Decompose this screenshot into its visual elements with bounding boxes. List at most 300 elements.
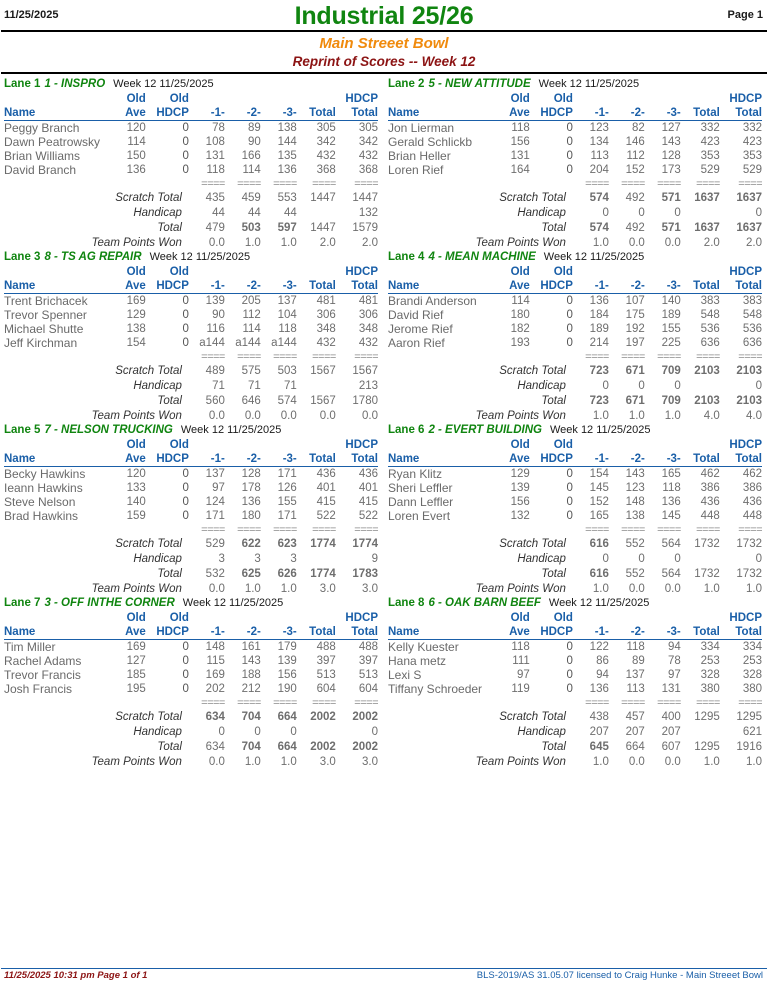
separator-spacer <box>388 177 495 190</box>
team-total-total: 1567 <box>310 395 336 407</box>
team-total-hdcp-total: 1732 <box>736 568 762 580</box>
header-spacer <box>225 438 261 452</box>
separator-spacer <box>388 696 495 709</box>
team-total-g2: 704 <box>241 741 261 753</box>
handicap-hdcp-total: 621 <box>742 726 762 738</box>
team-points-won-row <box>4 581 378 596</box>
handicap-hdcp-total: 0 <box>755 207 762 219</box>
scratch-total-g3: 564 <box>661 538 681 550</box>
player-game-3: 171 <box>277 510 297 522</box>
player-old-ave: 154 <box>126 337 146 349</box>
team-total-label: Total <box>541 741 566 753</box>
player-old-ave: 182 <box>510 323 530 335</box>
player-game-1: 108 <box>205 136 225 148</box>
lane-title-row <box>388 422 762 438</box>
lane-week-date: Week 12 11/25/2025 <box>548 597 650 609</box>
player-old-hdcp: 0 <box>566 655 573 667</box>
team-points-won-row <box>388 408 762 423</box>
scratch-total-hdcp-total: 1567 <box>352 365 378 377</box>
handicap-row <box>388 378 762 393</box>
player-game-2: 180 <box>241 510 261 522</box>
header-old-hdcp: HDCP <box>146 625 189 640</box>
handicap-g3: 0 <box>674 553 681 565</box>
header-spacer <box>261 611 297 625</box>
table-header-row <box>4 452 378 467</box>
player-game-3: 140 <box>661 295 681 307</box>
player-row <box>388 668 762 682</box>
team-total-g1: 560 <box>205 395 225 407</box>
player-old-hdcp: 0 <box>566 309 573 321</box>
header-hdcp-total-top: HDCP <box>729 93 762 105</box>
separator-dashes: ==== <box>657 697 681 709</box>
player-hdcp-total: 401 <box>358 482 378 494</box>
lane-week-date: Week 12 11/25/2025 <box>182 597 284 609</box>
player-game-2: 137 <box>625 669 645 681</box>
lane-block <box>0 595 384 768</box>
player-old-hdcp: 0 <box>182 323 189 335</box>
player-game-3: 165 <box>661 468 681 480</box>
player-game-3: 97 <box>667 669 681 681</box>
player-row <box>388 121 762 136</box>
header-spacer <box>388 611 495 625</box>
team-points-won-label: Team Points Won <box>475 237 566 249</box>
team-points-won-g1: 1.0 <box>592 410 609 422</box>
lane-block <box>0 249 384 422</box>
team-total-g1: 574 <box>589 222 609 234</box>
header-old-hdcp-top: Old <box>169 439 189 451</box>
header-game-2: -2- <box>609 625 645 640</box>
separator-dashes: ==== <box>312 178 336 190</box>
player-hdcp-total: 334 <box>742 641 762 653</box>
table-header-top-row <box>388 92 762 106</box>
player-series-total: 353 <box>700 150 720 162</box>
team-points-won-hdcp-total: 2.0 <box>362 237 378 249</box>
separator-dashes: ==== <box>621 351 645 363</box>
player-old-ave: 127 <box>126 655 146 667</box>
player-game-1: 171 <box>205 510 225 522</box>
player-game-3: 94 <box>667 641 681 653</box>
team-points-won-label: Team Points Won <box>91 237 182 249</box>
header-game-2: -2- <box>225 452 261 467</box>
team-points-won-row <box>388 754 762 769</box>
player-row <box>388 308 762 322</box>
team-total-total: 1295 <box>694 741 720 753</box>
header-spacer <box>573 611 609 625</box>
player-hdcp-total: 368 <box>358 164 378 176</box>
header-total: Total <box>681 106 720 121</box>
scratch-total-label: Scratch Total <box>499 711 566 723</box>
header-game-1: -1- <box>189 625 225 640</box>
player-series-total: 448 <box>700 510 720 522</box>
player-game-3: 131 <box>661 683 681 695</box>
team-points-won-g3: 1.0 <box>280 583 297 595</box>
team-points-won-row <box>388 581 762 596</box>
separator-dashes: ==== <box>585 524 609 536</box>
team-total-g3: 709 <box>661 395 681 407</box>
lane-block <box>0 422 384 595</box>
team-points-won-label: Team Points Won <box>475 583 566 595</box>
player-game-2: 114 <box>242 323 261 335</box>
player-old-ave: 131 <box>510 150 530 162</box>
player-hdcp-total: 436 <box>358 468 378 480</box>
player-hdcp-total: 348 <box>358 323 378 335</box>
report-subheader <box>0 32 768 72</box>
team-total-g2: 552 <box>625 568 645 580</box>
lane-week-date: Week 12 11/25/2025 <box>149 251 251 263</box>
table-header-row <box>388 625 762 640</box>
player-hdcp-total: 380 <box>742 683 762 695</box>
header-spacer <box>261 92 297 106</box>
player-hdcp-total: 332 <box>742 122 762 134</box>
scratch-total-total: 1447 <box>310 192 336 204</box>
header-hdcp-total: Total <box>720 106 762 121</box>
team-points-won-hdcp-total: 1.0 <box>746 583 762 595</box>
team-points-won-row <box>4 235 378 250</box>
handicap-g2: 3 <box>254 553 261 565</box>
lane-week-date: Week 12 11/25/2025 <box>180 424 282 436</box>
separator-dashes: ==== <box>657 178 681 190</box>
header-game-1: -1- <box>189 106 225 121</box>
scratch-total-total: 1637 <box>694 192 720 204</box>
page-footer <box>0 970 768 986</box>
player-game-3: 171 <box>277 468 297 480</box>
team-total-label: Total <box>541 568 566 580</box>
team-points-won-hdcp-total: 3.0 <box>362 583 378 595</box>
separator-dashes: ==== <box>237 524 261 536</box>
player-series-total: 383 <box>700 295 720 307</box>
handicap-row <box>4 205 378 220</box>
lane-title-row <box>388 249 762 265</box>
player-game-1: 78 <box>212 122 225 134</box>
player-game-2: 161 <box>241 641 261 653</box>
header-old-hdcp: HDCP <box>146 279 189 294</box>
player-name: Aaron Rief <box>388 336 445 350</box>
player-game-2: 143 <box>625 468 645 480</box>
header-old-ave: Ave <box>495 106 530 121</box>
player-game-3: 139 <box>277 655 297 667</box>
page-header <box>0 0 768 30</box>
player-game-2: 205 <box>241 295 261 307</box>
player-name: Jon Lierman <box>388 121 455 135</box>
scratch-total-row <box>4 190 378 205</box>
handicap-g1: 0 <box>218 726 225 738</box>
team-total-row <box>4 393 378 408</box>
team-total-hdcp-total: 1579 <box>352 222 378 234</box>
team-total-g2: 492 <box>625 222 645 234</box>
player-game-2: 113 <box>626 683 645 695</box>
header-hdcp-total-top: HDCP <box>729 266 762 278</box>
separator-spacer <box>495 350 530 363</box>
scratch-total-row <box>388 536 762 551</box>
player-old-hdcp: 0 <box>182 641 189 653</box>
header-hdcp-total: Total <box>720 452 762 467</box>
player-series-total: 432 <box>316 150 336 162</box>
header-total: Total <box>297 106 336 121</box>
player-series-total: 536 <box>700 323 720 335</box>
header-name: Name <box>388 279 495 294</box>
team-total-g1: 532 <box>205 568 225 580</box>
player-series-total: 305 <box>316 122 336 134</box>
player-old-hdcp: 0 <box>566 164 573 176</box>
player-game-1: 131 <box>205 150 225 162</box>
handicap-label: Handicap <box>517 553 566 565</box>
player-old-hdcp: 0 <box>566 295 573 307</box>
handicap-total <box>297 205 336 220</box>
player-row <box>4 322 378 336</box>
player-game-1: 124 <box>205 496 225 508</box>
player-old-ave: 180 <box>510 309 530 321</box>
player-old-ave: 114 <box>127 136 146 148</box>
header-game-3: -3- <box>261 279 297 294</box>
separator-dashes: ==== <box>696 178 720 190</box>
player-row <box>4 509 378 523</box>
player-row <box>4 308 378 322</box>
handicap-label: Handicap <box>133 380 182 392</box>
report-subtitle: Reprint of Scores -- Week 12 <box>292 54 476 69</box>
separator-row <box>4 177 378 190</box>
player-old-hdcp: 0 <box>182 295 189 307</box>
header-old-hdcp-top: Old <box>169 612 189 624</box>
player-game-1: 123 <box>589 122 609 134</box>
player-game-1: 86 <box>596 655 609 667</box>
player-old-ave: 132 <box>510 510 530 522</box>
player-old-ave: 120 <box>126 468 146 480</box>
header-spacer <box>297 611 336 625</box>
header-old-ave-top: Old <box>510 439 530 451</box>
handicap-hdcp-total: 0 <box>755 553 762 565</box>
player-name: Jeff Kirchman <box>4 336 78 350</box>
header-spacer <box>388 438 495 452</box>
team-points-won-label: Team Points Won <box>475 756 566 768</box>
scratch-total-g1: 438 <box>589 711 609 723</box>
team-total-g3: 626 <box>277 568 297 580</box>
header-old-ave: Ave <box>111 279 146 294</box>
team-points-won-g1: 0.0 <box>208 583 225 595</box>
separator-spacer <box>4 350 111 363</box>
player-hdcp-total: 448 <box>742 510 762 522</box>
handicap-g1: 3 <box>218 553 225 565</box>
scratch-total-label: Scratch Total <box>115 538 182 550</box>
team-points-won-g2: 1.0 <box>244 583 261 595</box>
lane-week-date: Week 12 11/25/2025 <box>113 78 214 90</box>
handicap-total <box>297 378 336 393</box>
handicap-row <box>4 378 378 393</box>
player-old-hdcp: 0 <box>566 136 573 148</box>
team-total-g3: 607 <box>661 741 681 753</box>
lane-number: Lane 3 <box>4 251 41 263</box>
header-game-2: -2- <box>225 279 261 294</box>
team-total-label: Total <box>541 395 566 407</box>
lane-team-name: 6 - OAK BARN BEEF <box>428 597 541 609</box>
header-name: Name <box>4 279 111 294</box>
separator-dashes: ==== <box>273 524 297 536</box>
player-hdcp-total: 536 <box>742 323 762 335</box>
handicap-row <box>388 551 762 566</box>
player-series-total: 380 <box>700 683 720 695</box>
player-game-1: 94 <box>596 669 609 681</box>
header-total: Total <box>681 625 720 640</box>
player-old-hdcp: 0 <box>182 683 189 695</box>
team-points-won-total: 1.0 <box>703 583 720 595</box>
header-hdcp-total: Total <box>336 625 378 640</box>
handicap-total <box>297 551 336 566</box>
team-points-won-hdcp-total: 3.0 <box>362 756 378 768</box>
header-spacer <box>297 265 336 279</box>
scratch-total-g2: 459 <box>241 192 261 204</box>
player-row <box>4 163 378 177</box>
header-spacer <box>225 92 261 106</box>
team-total-hdcp-total: 1916 <box>736 741 762 753</box>
scratch-total-label: Scratch Total <box>499 538 566 550</box>
scratch-total-g2: 671 <box>625 365 645 377</box>
scratch-total-g3: 553 <box>277 192 297 204</box>
player-name: Steve Nelson <box>4 495 76 509</box>
separator-spacer <box>111 177 146 190</box>
player-old-hdcp: 0 <box>182 150 189 162</box>
team-points-won-g3: 1.0 <box>664 410 681 422</box>
player-row <box>4 467 378 482</box>
player-old-ave: 120 <box>126 122 146 134</box>
lane-block <box>384 595 768 768</box>
separator-dashes: ==== <box>354 524 378 536</box>
lane-number: Lane 4 <box>388 251 425 263</box>
header-name: Name <box>388 625 495 640</box>
player-game-2: 136 <box>241 496 261 508</box>
header-hdcp-total-top: HDCP <box>345 93 378 105</box>
player-game-2: 197 <box>625 337 645 349</box>
team-total-total: 1774 <box>310 568 336 580</box>
player-game-3: 136 <box>277 164 297 176</box>
header-old-hdcp: HDCP <box>530 452 573 467</box>
player-game-2: 178 <box>241 482 261 494</box>
scratch-total-hdcp-total: 1732 <box>736 538 762 550</box>
player-game-3: 144 <box>277 136 297 148</box>
player-series-total: 334 <box>700 641 720 653</box>
player-game-1: a144 <box>199 337 225 349</box>
handicap-total <box>681 551 720 566</box>
lane-score-table <box>4 265 378 423</box>
handicap-label: Handicap <box>517 726 566 738</box>
header-game-3: -3- <box>645 106 681 121</box>
header-game-1: -1- <box>573 279 609 294</box>
scratch-total-g2: 704 <box>241 711 261 723</box>
player-series-total: 481 <box>316 295 336 307</box>
header-old-ave: Ave <box>495 452 530 467</box>
team-points-won-g3: 1.0 <box>280 756 297 768</box>
header-old-ave: Ave <box>111 625 146 640</box>
player-game-2: 128 <box>241 468 261 480</box>
header-spacer <box>261 265 297 279</box>
header-hdcp-total: Total <box>336 106 378 121</box>
header-total: Total <box>297 279 336 294</box>
header-game-1: -1- <box>189 279 225 294</box>
handicap-g3: 44 <box>283 207 297 219</box>
header-spacer <box>297 438 336 452</box>
lane-score-table <box>4 611 378 769</box>
player-name: Loren Evert <box>388 509 451 523</box>
table-header-top-row <box>4 92 378 106</box>
team-points-won-g1: 0.0 <box>208 237 225 249</box>
separator-spacer <box>530 696 573 709</box>
player-game-3: 225 <box>661 337 681 349</box>
player-game-2: 123 <box>625 482 645 494</box>
handicap-g1: 71 <box>212 380 225 392</box>
separator-row <box>388 696 762 709</box>
player-old-hdcp: 0 <box>182 510 189 522</box>
header-old-hdcp-top: Old <box>553 93 573 105</box>
player-series-total: 397 <box>316 655 336 667</box>
header-spacer <box>645 611 681 625</box>
header-old-hdcp-top: Old <box>553 266 573 278</box>
scratch-total-total: 2103 <box>694 365 720 377</box>
player-game-2: 175 <box>625 309 645 321</box>
header-total: Total <box>681 279 720 294</box>
handicap-g3: 0 <box>674 380 681 392</box>
team-points-won-total: 3.0 <box>319 756 336 768</box>
player-name: Kelly Kuester <box>388 640 459 654</box>
handicap-label: Handicap <box>517 207 566 219</box>
scratch-total-label: Scratch Total <box>499 192 566 204</box>
lane-week-date: Week 12 11/25/2025 <box>543 251 645 263</box>
player-old-hdcp: 0 <box>182 122 189 134</box>
player-row <box>388 509 762 523</box>
separator-spacer <box>495 696 530 709</box>
player-old-ave: 164 <box>510 164 530 176</box>
scratch-total-hdcp-total: 2002 <box>352 711 378 723</box>
header-old-hdcp: HDCP <box>530 106 573 121</box>
team-total-g1: 616 <box>589 568 609 580</box>
header-spacer <box>681 265 720 279</box>
team-points-won-g3: 0.0 <box>664 756 681 768</box>
scratch-total-g3: 623 <box>277 538 297 550</box>
handicap-label: Handicap <box>133 207 182 219</box>
header-spacer <box>681 92 720 106</box>
handicap-hdcp-total: 9 <box>371 553 378 565</box>
player-game-2: 143 <box>241 655 261 667</box>
player-game-3: 156 <box>277 669 297 681</box>
header-old-ave-top: Old <box>126 439 146 451</box>
header-game-2: -2- <box>225 106 261 121</box>
scratch-total-total: 1567 <box>310 365 336 377</box>
player-game-2: 90 <box>248 136 261 148</box>
lane-title-row <box>4 76 378 92</box>
lane-team-name: 3 - OFF INTHE CORNER <box>44 597 175 609</box>
separator-dashes: ==== <box>738 178 762 190</box>
player-old-ave: 136 <box>126 164 146 176</box>
player-game-1: 204 <box>589 164 609 176</box>
scratch-total-g3: 400 <box>661 711 681 723</box>
table-header-row <box>388 452 762 467</box>
player-hdcp-total: 548 <box>742 309 762 321</box>
lane-team-name: 2 - EVERT BUILDING <box>428 424 542 436</box>
player-name: Lexi S <box>388 668 422 682</box>
separator-spacer <box>4 177 111 190</box>
handicap-hdcp-total: 213 <box>358 380 378 392</box>
header-spacer <box>4 92 111 106</box>
player-name: Ryan Klitz <box>388 467 443 481</box>
team-total-g3: 574 <box>277 395 297 407</box>
player-name: Ieann Hawkins <box>4 481 83 495</box>
header-spacer <box>609 611 645 625</box>
separator-dashes: ==== <box>273 178 297 190</box>
player-old-ave: 118 <box>511 122 530 134</box>
lane-block <box>384 76 768 249</box>
player-game-2: 148 <box>625 496 645 508</box>
table-header-top-row <box>4 265 378 279</box>
team-total-hdcp-total: 1780 <box>352 395 378 407</box>
scratch-total-hdcp-total: 1774 <box>352 538 378 550</box>
player-name: Trevor Spenner <box>4 308 87 322</box>
